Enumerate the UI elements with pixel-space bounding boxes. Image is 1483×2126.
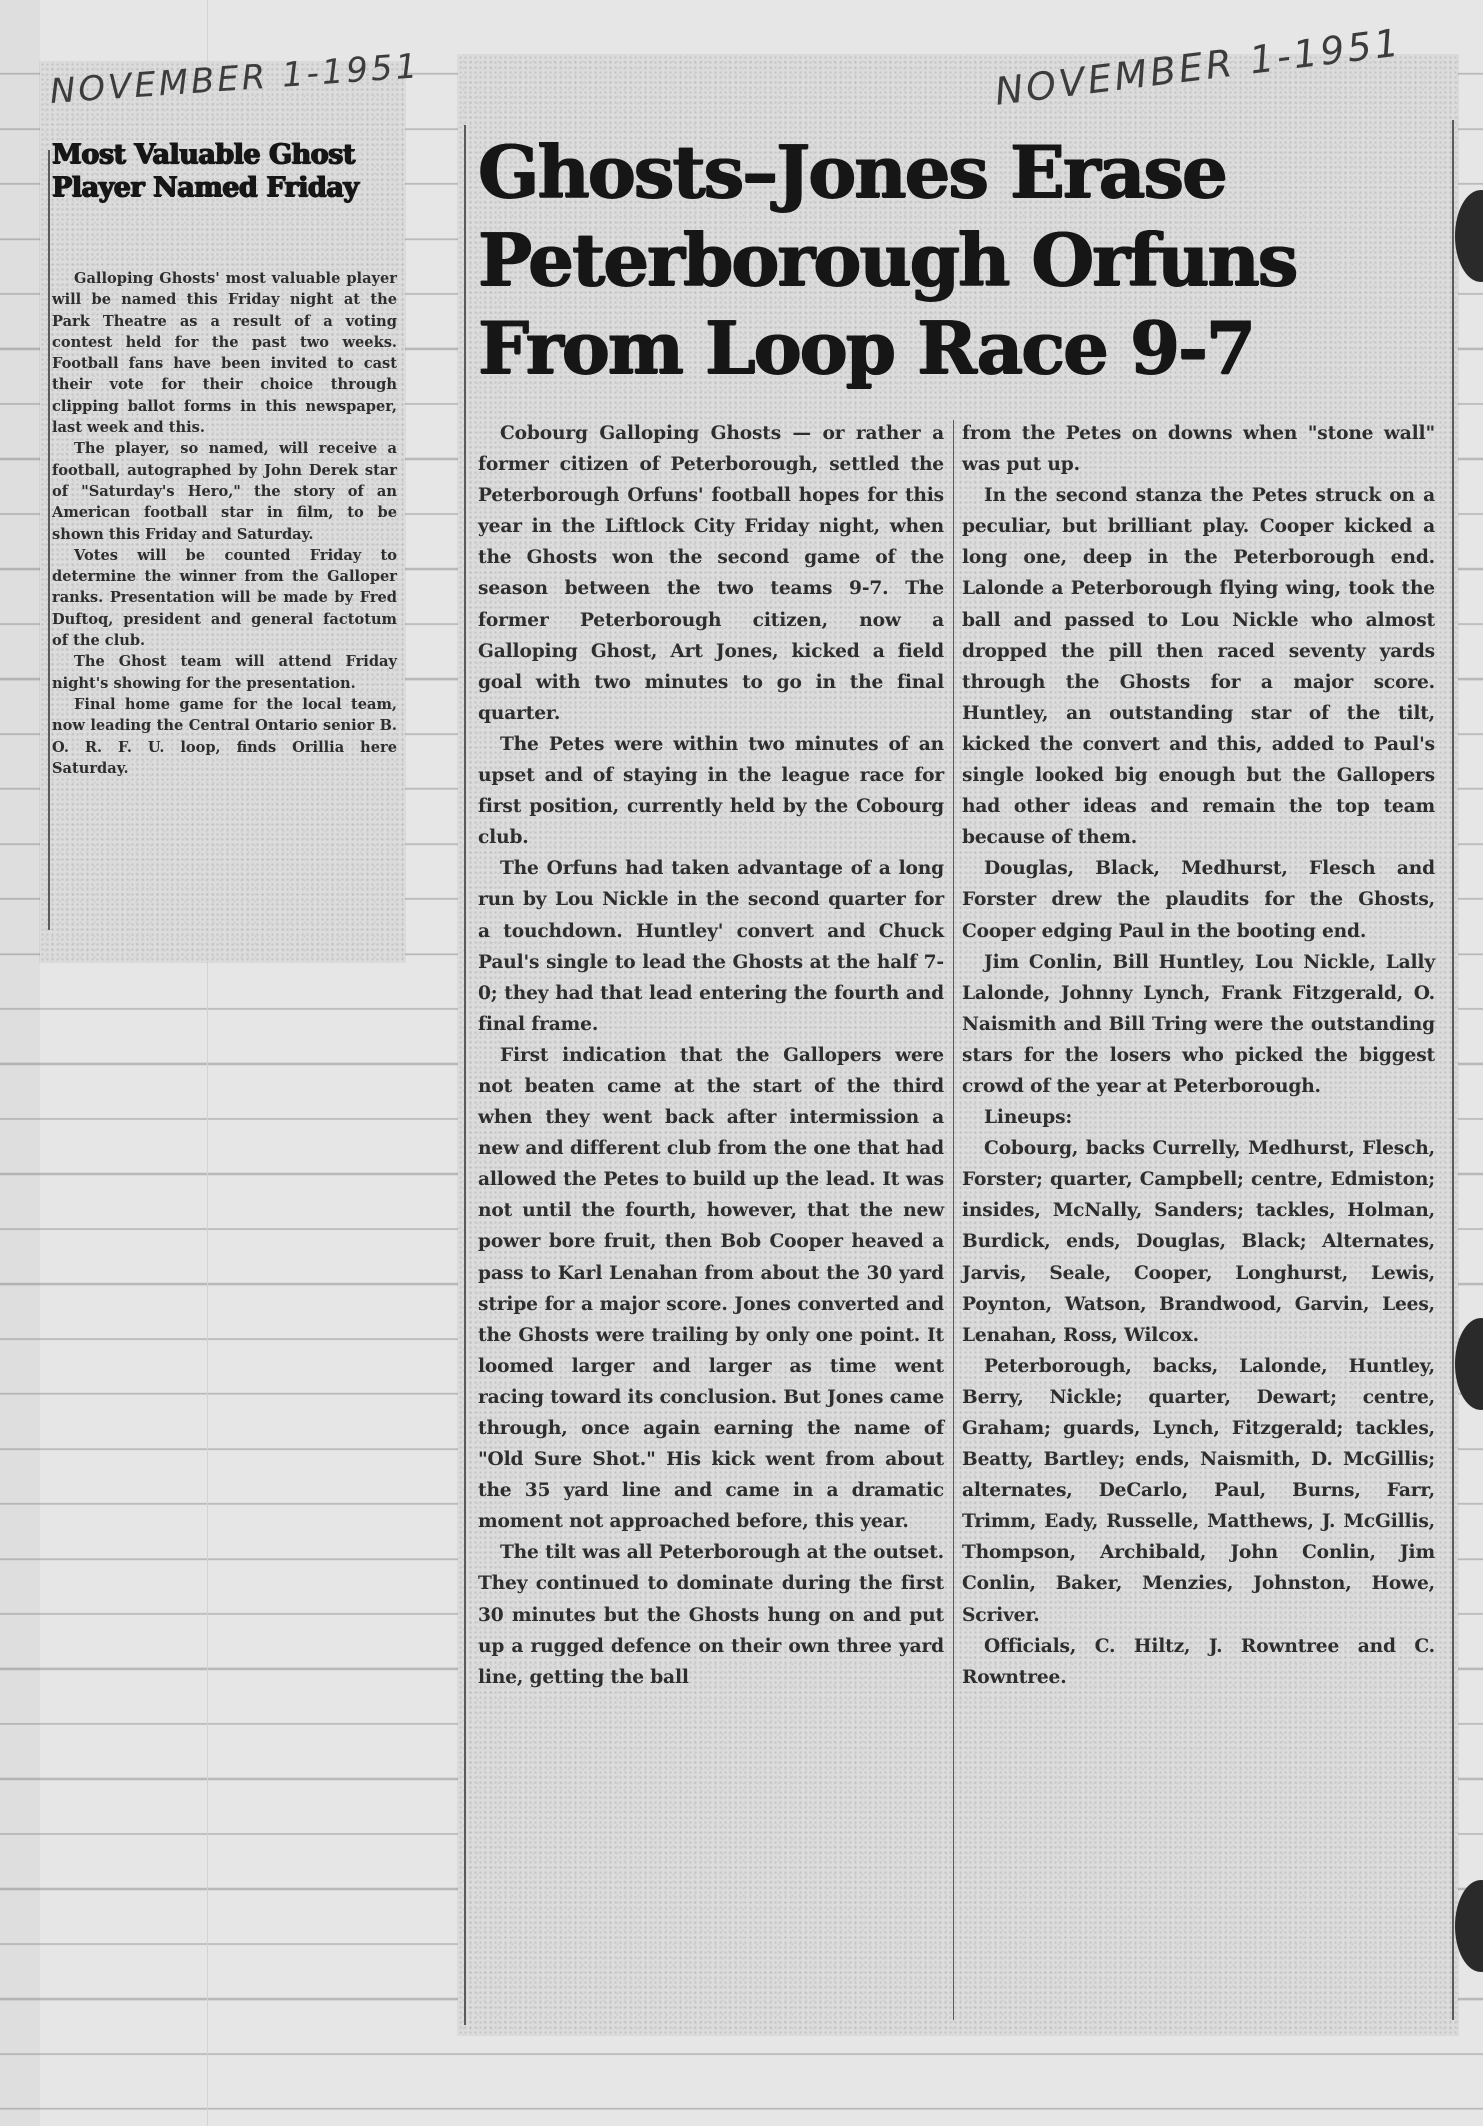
punch-hole-icon xyxy=(1455,1318,1483,1410)
punch-hole-icon xyxy=(1455,190,1483,282)
paragraph: Final home game for the local team, now leading the Central Ontario senior B. O. R. F. U. loop, finds Orillia here Saturday. xyxy=(52,695,397,777)
paragraph: Votes will be counted Friday to determine the winner from the Galloper ranks. Presentation will be made by Fred Duftoq, president and general factotum of the club. xyxy=(52,546,397,650)
paragraph: First indication that the Gallopers were not beaten came at the start of the third when they went back after intermission a new and different club from the one that had allowed the Petes to build up the lead. It was not until the fourth, however, that the new power bore fruit, then Bob Cooper heaved a pass to Karl Lenahan from about the 30 yard stripe for a major score. Jones converted and the Ghosts were trailing by only one point. It loomed larger and larger as time went racing toward its conclusion. But Jones came through, once again earning the name of "Old Sure Shot." His kick went from about the 35 yard line and came in a dramatic moment not approached before, this year. xyxy=(478,1044,944,1533)
paragraph: The tilt was all Peterborough at the outset. They continued to dominate during the first 30 minutes but the Ghosts hung on and put up a rugged defence on their own three yard line, getting the ball xyxy=(478,1542,944,1688)
officials: Officials, C. Hiltz, J. Rowntree and C. Rowntree. xyxy=(962,1635,1435,1688)
lineup-cobourg: Cobourg, backs Currelly, Medhurst, Flesch, Forster; quarter, Campbell; centre, Edmiston; insides, McNally, Sanders; tackles, Holman, Burdick, ends, Douglas, Black; Alternates, Jarvis, Seale, Cooper, Longhurst, Lewis, Poynton, Watson, Brandwood, Garvin, Lees, Lenahan, Ross, Wilcox. xyxy=(962,1138,1435,1346)
headline-mvp: Most Valuable Ghost Player Named Friday xyxy=(52,139,359,203)
paragraph: Galloping Ghosts' most valuable player will be named this Friday night at the Park Theatre as a result of a voting contest held for the past two weeks. Football fans have been invited to cast their vote for their choice through clipping ballot forms in this newspaper, last week and this. xyxy=(52,270,397,437)
paragraph: Douglas, Black, Medhurst, Flesch and Forster drew the plaudits for the Ghosts, Cooper edging Paul in the booting end. xyxy=(962,858,1435,942)
column-rule-left xyxy=(464,125,466,2025)
handwritten-date-main: NOVEMBER 1-1951 xyxy=(992,20,1404,114)
paragraph: Cobourg Galloping Ghosts — or rather a former citizen of Peterborough, settled the Peterborough Orfuns' football hopes for this year in the Liftlock City Friday night, when the Ghosts won the second game of the season between the two teams 9-7. The former Peterborough citizen, now a Galloping Ghost, Art Jones, kicked a field goal with two minutes to go in the final quarter. xyxy=(478,423,944,724)
punch-hole-icon xyxy=(1455,1880,1483,1972)
paragraph: The Petes were within two minutes of an upset and of staying in the league race for first position, currently held by the Cobourg club. xyxy=(478,733,944,849)
handwritten-date-left: NOVEMBER 1-1951 xyxy=(48,46,422,112)
article-column-1 xyxy=(478,418,944,1693)
headline-game-report: Ghosts–Jones Erase Peterborough Orfuns From Loop Race 9-7 xyxy=(478,129,1297,390)
article-column-2 xyxy=(962,418,1435,1693)
lineups-heading: Lineups: xyxy=(984,1107,1073,1129)
paragraph: In the second stanza the Petes struck on a peculiar, but brilliant play. Cooper kicked a long one, deep in the Peterborough end. Lalonde a Peterborough flying wing, took the ball and passed to Lou Nickle who almost dropped the pill then raced seventy yards through the Ghosts for a major score. Huntley, an outstanding star of the tilt, kicked the convert and this, added to Paul's single looked big enough but the Gallopers had other ideas and remain the top team because of them. xyxy=(962,485,1435,849)
paragraph: The Ghost team will attend Friday night's showing for the presentation. xyxy=(52,653,397,692)
paragraph: The Orfuns had taken advantage of a long run by Lou Nickle in the second quarter for a touchdown. Huntley' convert and Chuck Paul's single to lead the Ghosts at the half 7-0; they had that lead entering the fourth and final frame. xyxy=(478,858,944,1035)
column-rule-middle xyxy=(953,420,954,2020)
paragraph: The player, so named, will receive a football, autographed by John Derek star of "Saturday's Hero," the story of an American football star in film, to be shown this Friday and Saturday. xyxy=(52,440,397,543)
lineup-peterborough: Peterborough, backs, Lalonde, Huntley, Berry, Nickle; quarter, Dewart; centre, Graham; guards, Lynch, Fitzgerald; tackles, Beatty, Bartley; ends, Naismith, D. McGillis; alternates, DeCarlo, Paul, Burns, Farr, Trimm, Eady, Russelle, Matthews, J. McGillis, Thompson, Archibald, John Conlin, Jim Conlin, Baker, Menzies, Johnston, Howe, Scriver. xyxy=(962,1355,1435,1626)
paragraph: from the Petes on downs when "stone wall" was put up. xyxy=(962,423,1435,476)
page-edge-shade xyxy=(0,0,40,2126)
article-body-mvp xyxy=(52,268,397,779)
column-rule xyxy=(48,150,50,930)
paragraph: Jim Conlin, Bill Huntley, Lou Nickle, Lally Lalonde, Johnny Lynch, Frank Fitzgerald, O. Naismith and Bill Tring were the outstanding stars for the losers who picked the biggest crowd of the year at Peterborough. xyxy=(962,951,1435,1097)
column-rule-right xyxy=(1452,120,1454,2020)
